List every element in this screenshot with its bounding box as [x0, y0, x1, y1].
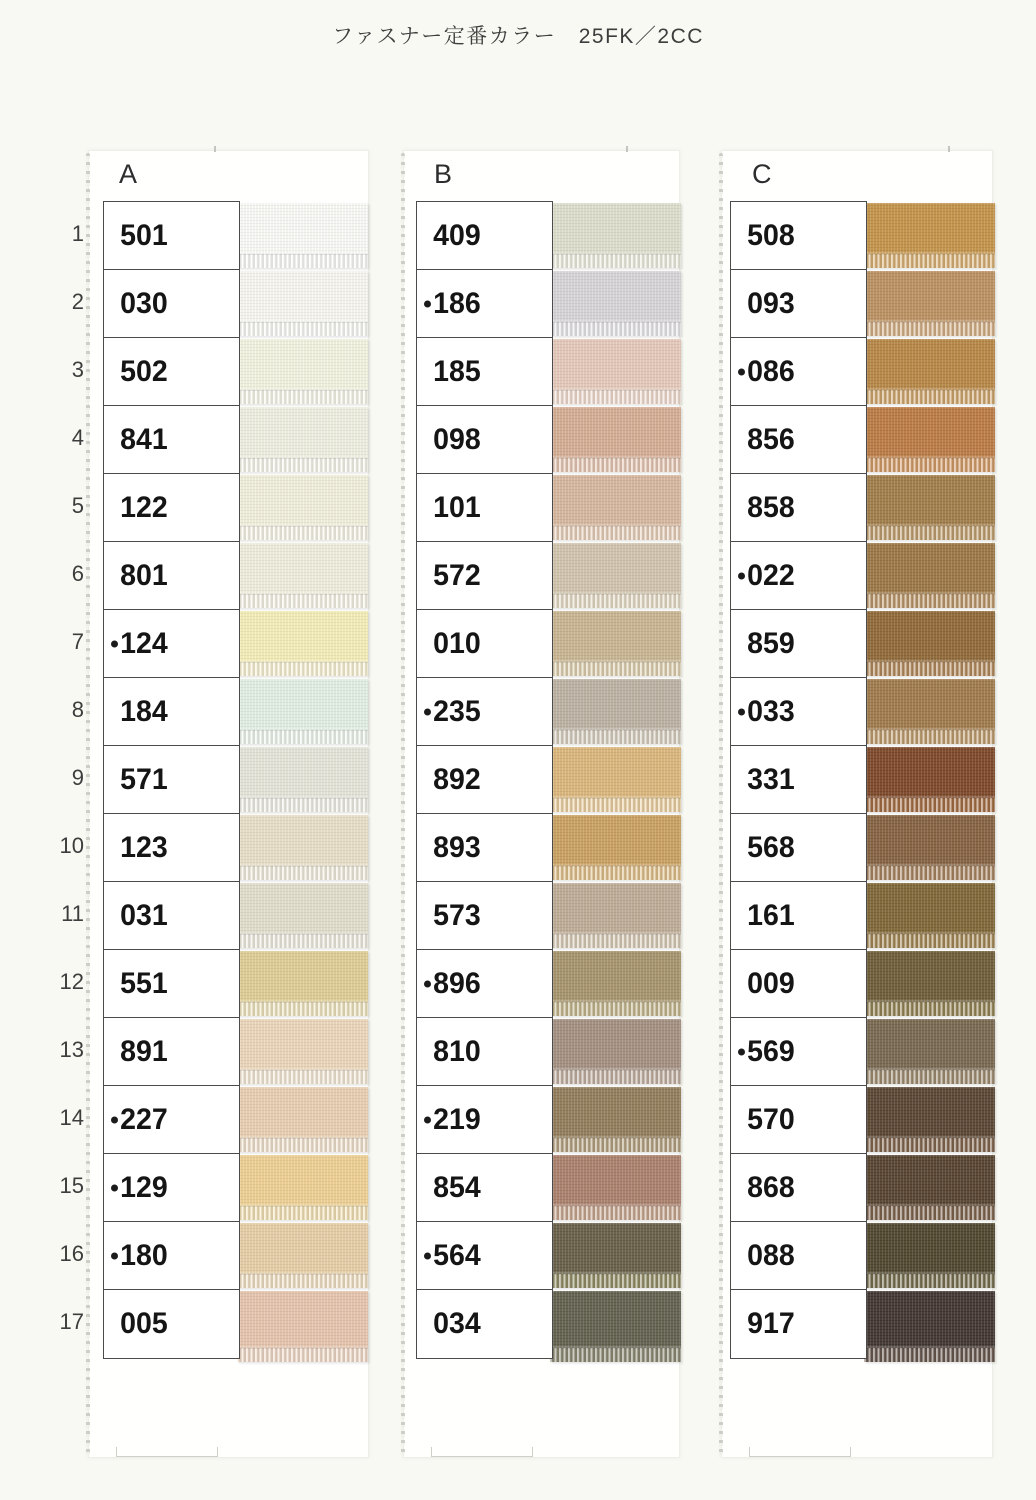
label-cell — [731, 882, 866, 950]
label-cell — [731, 610, 866, 678]
swatch-zipper-teeth — [550, 1002, 681, 1016]
label-cell — [417, 270, 552, 338]
swatch-fabric — [237, 1291, 368, 1348]
color-code: 810 — [433, 1034, 481, 1068]
label-cell — [417, 746, 552, 814]
color-code: 896 — [433, 966, 481, 1000]
color-code: 572 — [433, 558, 481, 592]
zipper-swatch — [237, 475, 368, 540]
swatch-zipper-teeth — [864, 322, 995, 336]
swatch-zipper-teeth — [550, 594, 681, 608]
color-code: 801 — [120, 558, 168, 592]
swatch-fabric — [864, 611, 995, 662]
zipper-swatch — [237, 1019, 368, 1084]
label-cell — [417, 950, 552, 1018]
color-code: 564 — [433, 1238, 481, 1272]
swatch-fabric — [550, 475, 681, 526]
zipper-swatch — [237, 543, 368, 608]
zipper-swatch — [550, 611, 681, 676]
row-number: 5 — [71, 493, 84, 518]
label-cell — [104, 678, 239, 746]
row-number: 12 — [59, 969, 84, 994]
swatch-fabric — [864, 747, 995, 798]
label-cell — [417, 814, 552, 882]
color-code: 184 — [120, 694, 168, 728]
zipper-swatch — [550, 1223, 681, 1288]
row-number: 1 — [71, 221, 84, 246]
zipper-swatch — [237, 883, 368, 948]
row-number: 13 — [59, 1037, 84, 1062]
swatch-zipper-teeth — [550, 390, 681, 404]
swatch-zipper-teeth — [550, 458, 681, 472]
color-code: 227 — [120, 1102, 168, 1136]
swatch-fabric — [237, 1223, 368, 1274]
zipper-swatch — [864, 203, 995, 268]
swatch-zipper-teeth — [237, 254, 368, 268]
swatch-zipper-teeth — [864, 1070, 995, 1084]
label-cell — [731, 202, 866, 270]
deckle-edge-left — [401, 153, 405, 1455]
swatch-fabric — [864, 679, 995, 730]
zipper-swatch — [237, 611, 368, 676]
swatch-zipper-teeth — [550, 322, 681, 336]
swatch-zipper-teeth — [864, 730, 995, 744]
color-code: 551 — [120, 966, 168, 1000]
zipper-swatch — [237, 1087, 368, 1152]
color-code: 891 — [120, 1034, 168, 1068]
zipper-swatch — [864, 1223, 995, 1288]
label-cell — [417, 678, 552, 746]
label-cell — [104, 1154, 239, 1222]
swatch-fabric — [237, 679, 368, 730]
label-cell — [417, 474, 552, 542]
swatch-fabric — [864, 339, 995, 390]
swatch-zipper-teeth — [864, 934, 995, 948]
label-cell — [104, 950, 239, 1018]
color-code: 868 — [747, 1170, 795, 1204]
swatch-fabric — [550, 1155, 681, 1206]
swatch-fabric — [237, 747, 368, 798]
zipper-swatch — [864, 1155, 995, 1220]
label-cell — [731, 746, 866, 814]
sample-card-b — [403, 150, 680, 1458]
color-code: 093 — [747, 286, 795, 320]
zipper-swatch — [237, 747, 368, 812]
swatch-zipper-teeth — [237, 798, 368, 812]
swatch-zipper-teeth — [864, 1138, 995, 1152]
zipper-swatch — [550, 679, 681, 744]
swatch-zipper-teeth — [237, 662, 368, 676]
swatch-zipper-teeth — [550, 1206, 681, 1220]
color-code: 124 — [120, 626, 168, 660]
swatch-fabric — [237, 475, 368, 526]
swatch-zipper-teeth — [237, 526, 368, 540]
swatch-fabric — [864, 1291, 995, 1348]
zipper-swatch — [864, 883, 995, 948]
label-cell — [104, 474, 239, 542]
row-number: 8 — [71, 697, 84, 722]
zipper-swatch — [237, 271, 368, 336]
zipper-swatch — [237, 1155, 368, 1220]
color-code: 034 — [433, 1307, 481, 1340]
zipper-swatch — [550, 1087, 681, 1152]
row-number: 14 — [59, 1105, 84, 1130]
swatch-fabric — [864, 1223, 995, 1274]
swatch-zipper-teeth — [550, 662, 681, 676]
swatch-fabric — [237, 951, 368, 1002]
color-code: 088 — [747, 1238, 795, 1272]
label-grid — [730, 201, 867, 1359]
swatch-zipper-teeth — [864, 1206, 995, 1220]
label-cell — [731, 1222, 866, 1290]
swatch-zipper-teeth — [550, 730, 681, 744]
sample-card-a — [88, 150, 369, 1458]
color-code: 573 — [433, 898, 481, 932]
swatch-zipper-teeth — [237, 1002, 368, 1016]
swatch-fabric — [237, 815, 368, 866]
swatch-zipper-teeth — [237, 730, 368, 744]
swatch-fabric — [550, 339, 681, 390]
swatch-zipper-teeth — [237, 1206, 368, 1220]
zipper-swatch — [237, 203, 368, 268]
color-code: 859 — [747, 626, 795, 660]
color-code: 219 — [433, 1102, 481, 1136]
zipper-swatch — [864, 1087, 995, 1152]
label-cell — [104, 882, 239, 950]
swatch-zipper-teeth — [237, 390, 368, 404]
swatch-zipper-teeth — [237, 458, 368, 472]
color-code: 501 — [120, 218, 168, 252]
swatch-fabric — [864, 407, 995, 458]
label-cell — [417, 1154, 552, 1222]
label-cell — [731, 1154, 866, 1222]
zipper-swatch — [550, 1291, 681, 1362]
swatch-fabric — [864, 271, 995, 322]
bottom-die-cut-tab — [116, 1447, 218, 1457]
label-cell — [417, 610, 552, 678]
swatch-fabric — [550, 1223, 681, 1274]
zipper-swatch — [550, 543, 681, 608]
label-cell — [104, 814, 239, 882]
color-code: 570 — [747, 1102, 795, 1136]
swatch-zipper-teeth — [550, 934, 681, 948]
row-number: 3 — [71, 357, 84, 382]
color-code: 123 — [120, 830, 168, 864]
color-code: 186 — [433, 286, 481, 320]
swatch-zipper-teeth — [550, 798, 681, 812]
zipper-swatch — [550, 407, 681, 472]
swatch-fabric — [550, 1291, 681, 1348]
label-cell — [104, 1086, 239, 1154]
swatch-fabric — [864, 1087, 995, 1138]
swatch-fabric — [550, 951, 681, 1002]
swatch-fabric — [864, 475, 995, 526]
color-code: 502 — [120, 354, 168, 388]
deckle-edge-left — [719, 153, 723, 1455]
swatch-zipper-teeth — [550, 1348, 681, 1362]
color-code: 508 — [747, 218, 795, 252]
zipper-swatch — [237, 339, 368, 404]
swatch-fabric — [864, 951, 995, 1002]
row-number: 9 — [71, 765, 84, 790]
swatch-fabric — [237, 407, 368, 458]
bottom-die-cut-tab — [749, 1447, 851, 1457]
card-header-letter: B — [434, 159, 454, 189]
label-cell — [104, 1290, 239, 1358]
swatch-zipper-teeth — [864, 662, 995, 676]
swatch-fabric — [237, 203, 368, 254]
color-code: 129 — [120, 1170, 168, 1204]
swatch-fabric — [550, 883, 681, 934]
row-number: 11 — [61, 901, 84, 926]
label-grid — [103, 201, 240, 1359]
label-cell — [104, 746, 239, 814]
color-code: 235 — [433, 694, 481, 728]
swatch-fabric — [237, 611, 368, 662]
label-cell — [104, 610, 239, 678]
color-code: 031 — [120, 898, 168, 932]
color-code: 893 — [433, 830, 481, 864]
bottom-die-cut-tab — [431, 1447, 533, 1457]
zipper-swatch — [864, 679, 995, 744]
color-code: 101 — [433, 490, 481, 524]
swatch-fabric — [237, 271, 368, 322]
swatch-fabric — [864, 203, 995, 254]
label-cell — [104, 406, 239, 474]
swatch-fabric — [550, 203, 681, 254]
label-cell — [104, 1222, 239, 1290]
color-code: 917 — [747, 1307, 795, 1340]
swatch-zipper-teeth — [864, 866, 995, 880]
zipper-swatch — [864, 407, 995, 472]
zipper-swatch — [864, 1019, 995, 1084]
swatch-fabric — [550, 407, 681, 458]
swatch-zipper-teeth — [237, 322, 368, 336]
row-number: 7 — [71, 629, 84, 654]
zipper-swatch — [864, 271, 995, 336]
label-cell — [731, 1018, 866, 1086]
row-number: 4 — [71, 425, 84, 450]
label-cell — [104, 1018, 239, 1086]
swatch-zipper-teeth — [550, 526, 681, 540]
swatch-zipper-teeth — [550, 1274, 681, 1288]
color-code: 033 — [747, 694, 795, 728]
label-cell — [731, 542, 866, 610]
zipper-swatch — [864, 1291, 995, 1362]
label-cell — [417, 1018, 552, 1086]
swatch-zipper-teeth — [864, 1348, 995, 1362]
color-code: 086 — [747, 354, 795, 388]
swatch-zipper-teeth — [237, 1274, 368, 1288]
zipper-swatch — [550, 815, 681, 880]
row-number: 16 — [59, 1241, 84, 1266]
zipper-swatch — [550, 475, 681, 540]
row-number: 17 — [59, 1309, 84, 1334]
label-cell — [417, 542, 552, 610]
swatch-zipper-teeth — [864, 798, 995, 812]
deckle-edge-left — [86, 153, 90, 1455]
swatch-zipper-teeth — [864, 254, 995, 268]
color-code: 892 — [433, 762, 481, 796]
swatch-fabric — [864, 1155, 995, 1206]
swatch-fabric — [864, 883, 995, 934]
zipper-swatch — [550, 339, 681, 404]
color-code: 009 — [747, 966, 795, 1000]
swatch-zipper-teeth — [864, 1002, 995, 1016]
swatch-fabric — [864, 815, 995, 866]
zipper-swatch — [864, 339, 995, 404]
color-code: 856 — [747, 422, 795, 456]
label-cell — [417, 1222, 552, 1290]
swatch-zipper-teeth — [237, 934, 368, 948]
row-number: 10 — [59, 833, 84, 858]
color-code: 571 — [120, 762, 168, 796]
row-number: 15 — [59, 1173, 84, 1198]
color-code: 858 — [747, 490, 795, 524]
swatch-zipper-teeth — [864, 390, 995, 404]
swatch-zipper-teeth — [864, 526, 995, 540]
zipper-swatch — [864, 815, 995, 880]
color-code: 161 — [747, 898, 795, 932]
label-cell — [104, 338, 239, 406]
color-code: 098 — [433, 422, 481, 456]
label-cell — [731, 406, 866, 474]
swatch-zipper-teeth — [550, 866, 681, 880]
row-number: 6 — [71, 561, 84, 586]
zipper-swatch — [864, 543, 995, 608]
swatch-zipper-teeth — [237, 1138, 368, 1152]
label-cell — [417, 338, 552, 406]
zipper-swatch — [864, 611, 995, 676]
swatch-fabric — [550, 815, 681, 866]
zipper-swatch — [550, 883, 681, 948]
page-title: ファスナー定番カラー 25FK／2CC — [332, 25, 704, 48]
swatch-zipper-teeth — [550, 254, 681, 268]
swatch-fabric — [237, 339, 368, 390]
swatch-fabric — [864, 543, 995, 594]
swatch-zipper-teeth — [237, 1070, 368, 1084]
card-header-letter: A — [119, 159, 139, 189]
color-code: 022 — [747, 558, 795, 592]
label-cell — [731, 678, 866, 746]
swatch-zipper-teeth — [864, 594, 995, 608]
label-cell — [417, 406, 552, 474]
zipper-swatch — [550, 951, 681, 1016]
label-cell — [731, 814, 866, 882]
swatch-fabric — [237, 543, 368, 594]
top-die-cut-mark — [626, 146, 628, 152]
zipper-swatch — [550, 1155, 681, 1220]
row-number: 2 — [71, 289, 84, 314]
zipper-swatch — [550, 203, 681, 268]
swatch-zipper-teeth — [237, 866, 368, 880]
color-code: 122 — [120, 490, 168, 524]
swatch-fabric — [864, 1019, 995, 1070]
zipper-swatch — [237, 1291, 368, 1362]
color-code: 568 — [747, 830, 795, 864]
card-header-letter: C — [752, 159, 773, 189]
label-cell — [731, 950, 866, 1018]
label-cell — [417, 882, 552, 950]
swatch-fabric — [550, 271, 681, 322]
label-grid — [416, 201, 553, 1359]
zipper-swatch — [237, 679, 368, 744]
swatch-zipper-teeth — [864, 458, 995, 472]
zipper-swatch — [237, 1223, 368, 1288]
zipper-swatch — [864, 475, 995, 540]
label-cell — [417, 1290, 552, 1358]
top-die-cut-mark — [948, 146, 950, 152]
swatch-fabric — [237, 1019, 368, 1070]
label-cell — [104, 202, 239, 270]
label-cell — [731, 1086, 866, 1154]
swatch-fabric — [237, 883, 368, 934]
label-cell — [417, 202, 552, 270]
zipper-swatch — [237, 951, 368, 1016]
color-code: 185 — [433, 354, 481, 388]
zipper-swatch — [550, 1019, 681, 1084]
label-cell — [731, 474, 866, 542]
color-code: 569 — [747, 1034, 795, 1068]
swatch-zipper-teeth — [237, 1348, 368, 1362]
label-cell — [417, 1086, 552, 1154]
zipper-swatch — [550, 747, 681, 812]
zipper-swatch — [864, 747, 995, 812]
swatch-zipper-teeth — [864, 1274, 995, 1288]
swatch-fabric — [550, 543, 681, 594]
color-code: 409 — [433, 218, 481, 252]
color-code: 005 — [120, 1307, 168, 1340]
swatch-fabric — [550, 1087, 681, 1138]
color-code: 331 — [747, 762, 795, 796]
swatch-zipper-teeth — [237, 594, 368, 608]
color-code: 841 — [120, 422, 168, 456]
sample-card-c — [721, 150, 993, 1458]
top-die-cut-mark — [214, 146, 216, 152]
swatch-fabric — [550, 1019, 681, 1070]
swatch-fabric — [550, 611, 681, 662]
swatch-fabric — [237, 1155, 368, 1206]
color-code: 010 — [433, 626, 481, 660]
zipper-swatch — [550, 271, 681, 336]
label-cell — [731, 270, 866, 338]
zipper-swatch — [237, 407, 368, 472]
color-code: 180 — [120, 1238, 168, 1272]
label-cell — [104, 542, 239, 610]
color-code: 854 — [433, 1170, 481, 1204]
swatch-fabric — [550, 747, 681, 798]
swatch-zipper-teeth — [550, 1070, 681, 1084]
color-code: 030 — [120, 286, 168, 320]
zipper-swatch — [864, 951, 995, 1016]
zipper-swatch — [237, 815, 368, 880]
swatch-fabric — [237, 1087, 368, 1138]
label-cell — [104, 270, 239, 338]
label-cell — [731, 1290, 866, 1358]
swatch-zipper-teeth — [550, 1138, 681, 1152]
swatch-fabric — [550, 679, 681, 730]
label-cell — [731, 338, 866, 406]
